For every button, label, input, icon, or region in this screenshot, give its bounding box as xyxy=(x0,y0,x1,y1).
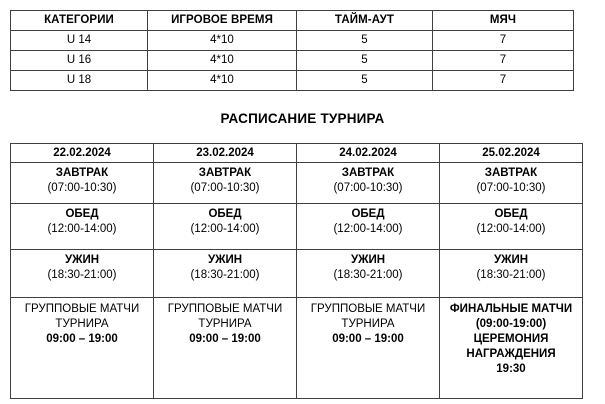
lunch-cell-day3 xyxy=(297,204,440,250)
meal-time: (18:30-21:00) xyxy=(476,269,546,281)
final-match-time: (09:00-19:00) xyxy=(475,318,547,330)
table-row xyxy=(11,71,574,91)
match-label-line2: ТУРНИРА xyxy=(341,318,395,330)
table-row xyxy=(11,31,574,51)
lunch-cell-day4 xyxy=(440,204,583,250)
meal-time: (07:00-10:30) xyxy=(47,182,117,194)
meal-time: (07:00-10:30) xyxy=(333,182,403,194)
meal-name: ОБЕД xyxy=(494,208,528,220)
meal-time: (18:30-21:00) xyxy=(190,269,260,281)
cell-ball: 7 xyxy=(433,31,574,51)
cell-game-time: 4*10 xyxy=(148,71,297,91)
cell-ball: 7 xyxy=(433,51,574,71)
match-time: 09:00 – 19:00 xyxy=(189,333,261,345)
schedule-header-row xyxy=(11,144,583,163)
meal-name: ЗАВТРАК xyxy=(55,167,109,179)
match-time: 09:00 – 19:00 xyxy=(332,333,404,345)
breakfast-cell-day1 xyxy=(11,163,154,204)
cell-game-time: 4*10 xyxy=(148,51,297,71)
matches-row xyxy=(11,298,583,399)
breakfast-cell-day3 xyxy=(297,163,440,204)
cell-category: U 16 xyxy=(11,51,148,71)
cell-timeout: 5 xyxy=(297,51,433,71)
meal-name: ОБЕД xyxy=(65,208,99,220)
cell-timeout: 5 xyxy=(297,31,433,51)
final-match-label: ФИНАЛЬНЫЕ МАТЧИ xyxy=(449,303,573,315)
meal-name: УЖИН xyxy=(493,254,529,266)
meal-name: УЖИН xyxy=(350,254,386,266)
categories-table xyxy=(10,10,574,91)
meal-time: (12:00-14:00) xyxy=(333,223,403,235)
cell-timeout: 5 xyxy=(297,71,433,91)
meal-name: ОБЕД xyxy=(351,208,385,220)
match-label-line2: ТУРНИРА xyxy=(55,318,109,330)
page-title: РАСПИСАНИЕ ТУРНИРА xyxy=(220,111,385,126)
breakfast-cell-day2 xyxy=(154,163,297,204)
match-label-line1: ГРУППОВЫЕ МАТЧИ xyxy=(167,303,283,315)
meal-name: ЗАВТРАК xyxy=(341,167,395,179)
ceremony-label-line2: НАГРАЖДЕНИЯ xyxy=(466,348,556,360)
table-row xyxy=(11,51,574,71)
date-header-day2: 23.02.2024 xyxy=(154,144,297,163)
ceremony-time: 19:30 xyxy=(496,363,526,375)
match-label-line1: ГРУППОВЫЕ МАТЧИ xyxy=(24,303,140,315)
meal-time: (12:00-14:00) xyxy=(476,223,546,235)
cell-category: U 14 xyxy=(11,31,148,51)
meal-time: (12:00-14:00) xyxy=(47,223,117,235)
meal-time: (18:30-21:00) xyxy=(47,269,117,281)
dinner-cell-day1 xyxy=(11,250,154,298)
meal-time: (18:30-21:00) xyxy=(333,269,403,281)
schedule-table xyxy=(10,143,583,399)
column-header-game-time: ИГРОВОЕ ВРЕМЯ xyxy=(148,11,297,31)
matches-cell-day3 xyxy=(297,298,440,399)
meal-time: (07:00-10:30) xyxy=(476,182,546,194)
breakfast-row xyxy=(11,163,583,204)
meal-name: ЗАВТРАК xyxy=(484,167,538,179)
table-header-row xyxy=(11,11,574,31)
meal-name: УЖИН xyxy=(64,254,100,266)
dinner-row xyxy=(11,250,583,298)
meal-name: ЗАВТРАК xyxy=(198,167,252,179)
date-header-day4: 25.02.2024 xyxy=(440,144,583,163)
match-label-line2: ТУРНИРА xyxy=(198,318,252,330)
date-header-day1: 22.02.2024 xyxy=(11,144,154,163)
column-header-timeout: ТАЙМ-АУТ xyxy=(297,11,433,31)
meal-time: (12:00-14:00) xyxy=(190,223,260,235)
cell-ball: 7 xyxy=(433,71,574,91)
matches-cell-day1 xyxy=(11,298,154,399)
meal-name: УЖИН xyxy=(207,254,243,266)
dinner-cell-day4 xyxy=(440,250,583,298)
meal-name: ОБЕД xyxy=(208,208,242,220)
dinner-cell-day2 xyxy=(154,250,297,298)
date-header-day3: 24.02.2024 xyxy=(297,144,440,163)
column-header-ball: МЯЧ xyxy=(433,11,574,31)
match-label-line1: ГРУППОВЫЕ МАТЧИ xyxy=(310,303,426,315)
meal-time: (07:00-10:30) xyxy=(190,182,260,194)
match-time: 09:00 – 19:00 xyxy=(46,333,118,345)
matches-cell-day2 xyxy=(154,298,297,399)
dinner-cell-day3 xyxy=(297,250,440,298)
lunch-cell-day2 xyxy=(154,204,297,250)
breakfast-cell-day4 xyxy=(440,163,583,204)
cell-game-time: 4*10 xyxy=(148,31,297,51)
lunch-cell-day1 xyxy=(11,204,154,250)
cell-category: U 18 xyxy=(11,71,148,91)
column-header-categories: КАТЕГОРИИ xyxy=(11,11,148,31)
matches-cell-day4 xyxy=(440,298,583,399)
ceremony-label-line1: ЦЕРЕМОНИЯ xyxy=(473,333,549,345)
lunch-row xyxy=(11,204,583,250)
